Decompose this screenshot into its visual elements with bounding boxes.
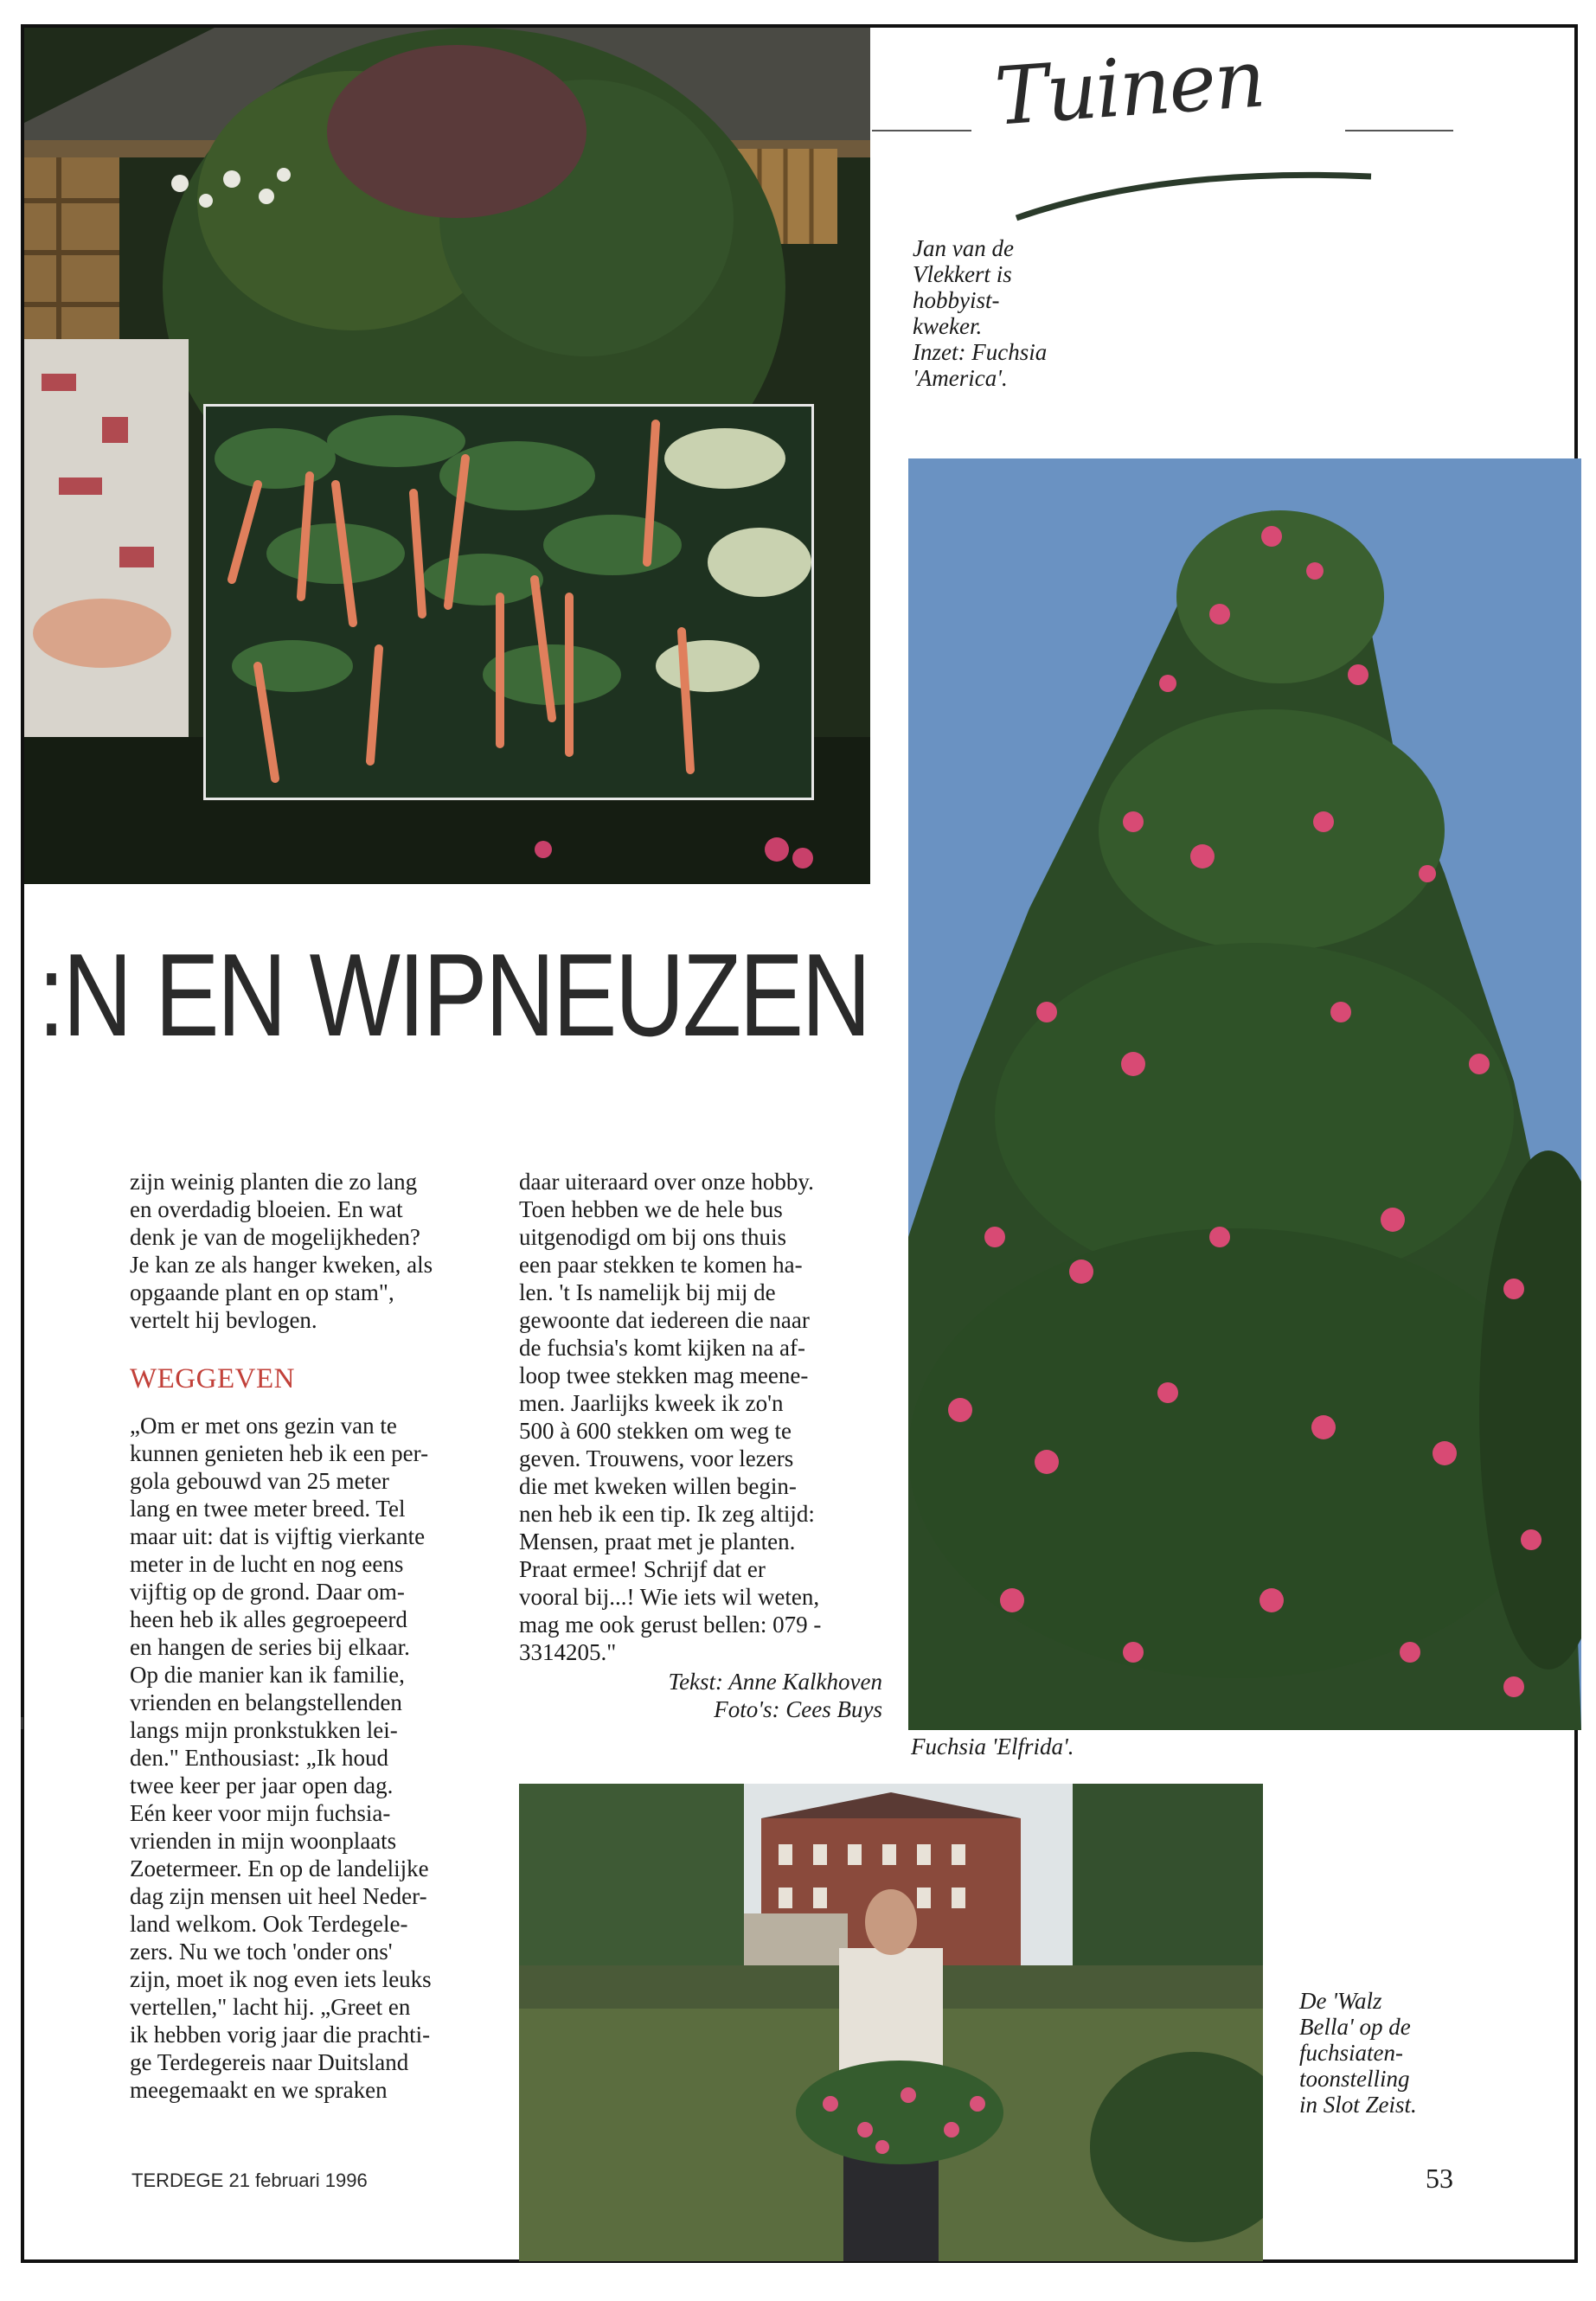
article-paragraph-continued: daar uiteraard over onze hobby. Toen hebben we de hele bus uitgenodigd om bij ons thuis een paar stekken te komen ha- len. 't Is namelijk bij mij de gewoonte dat iedereen die naar de fuchsia's komt kijken na af- loop twee stekken mag meene- men. Jaarlijks kweek ik zo'n 500 à 600 stekken om weg te geven. Trouwens, voor lezers die met kweken willen begin- nen heb ik een tip. Ik zeg altijd: Mensen, praat met je planten. Praat ermee! Schrijf dat er vooral bij...! Wie iets wil weten, mag me ook gerust bellen: 079 - 3314205." (519, 1169, 822, 1665)
photo-inset-fuchsia-america (203, 404, 814, 800)
section-rule-right (1345, 130, 1453, 131)
page-number: 53 (1426, 2163, 1453, 2194)
margin-mark (21, 1717, 23, 1729)
section-title: Tuinen (991, 32, 1267, 144)
footer-publication: TERDEGE 21 februari 1996 (131, 2170, 368, 2191)
article-column-2 (519, 1168, 882, 1723)
caption-gardener-text: Jan van de Vlekkert is hobbyist- kweker. Inzet: Fuchsia 'America'. (913, 235, 1048, 391)
article-headline: :N EN WIPNEUZEN (38, 929, 869, 1061)
photo-walz-bella-slot-zeist (519, 1784, 1263, 2261)
caption-gardener (913, 235, 1120, 391)
article-intro-paragraph: zijn weinig planten die zo lang en overdadig bloeien. En wat denk je van de mogelijkheden? Je kan ze als hanger kweken, als opgaande plant en op stam", vertelt hij bevlogen. (130, 1169, 433, 1333)
caption-walz-bella (1299, 1988, 1481, 2118)
caption-fuchsia-elfrida: Fuchsia 'Elfrida'. (911, 1734, 1074, 1759)
credit-text: Tekst: Anne Kalkhoven (668, 1669, 882, 1695)
article-subhead: WEGGEVEN (130, 1363, 295, 1394)
caption-walz-bella-text: De 'Walz Bella' op de fuchsiaten- toonstelling in Slot Zeist. (1299, 1988, 1417, 2118)
article-paragraph-weggeven: „Om er met ons gezin van te kunnen genieten heb ik een per- gola gebouwd van 25 meter lang en twee meter breed. Tel maar uit: dat is vijftig vierkante meter in de lucht en nog eens vijftig op de grond. Daar om- heen heb ik alles gegroepeerd en hangen de series bij elkaar. Op die manier kan ik familie, vrienden en belangstellenden langs mijn pronkstukken lei- den." Enthousiast: „Ik houd twee keer per jaar open dag. Eén keer voor mijn fuchsia- vrienden in mijn woonplaats Zoetermeer. En op de landelijke dag zijn mensen uit heel Neder- land welkom. Ook Terdegele- zers. Nu we toch 'onder ons' zijn, moet ik nog even iets leuks vertellen," lacht hij. „Greet en ik hebben vorig jaar die prachti- ge Terdegereis naar Duitsland meegemaakt en we spraken (130, 1413, 432, 2103)
photo-fuchsia-elfrida-tower (908, 458, 1581, 1730)
article-column-1 (130, 1168, 493, 2104)
section-rule-left (872, 130, 971, 131)
credit-photo: Foto's: Cees Buys (714, 1696, 882, 1722)
section-title-swash (1012, 166, 1375, 227)
